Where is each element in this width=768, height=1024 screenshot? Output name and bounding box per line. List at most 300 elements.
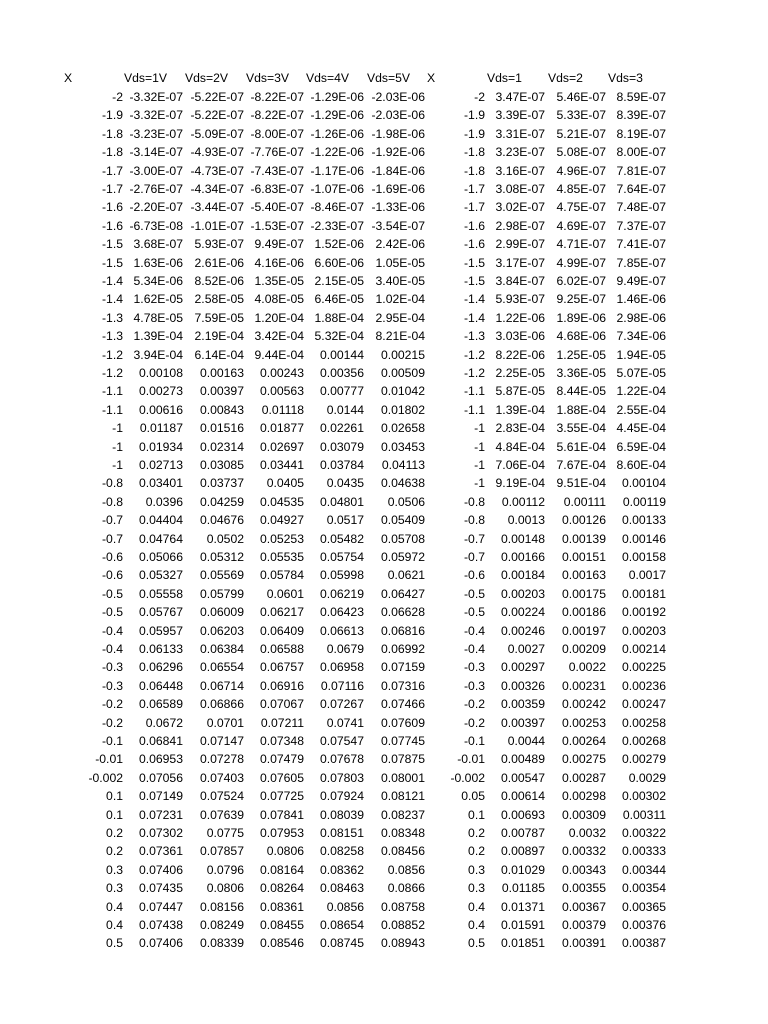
table1-data-cell: 0.00563	[259, 384, 304, 399]
table2-data-cell: 0.00787	[500, 826, 545, 840]
table2-data-cell: 7.41E-07	[616, 237, 666, 252]
table1-data-cell: 0.07857	[199, 844, 244, 859]
table2-data-cell: 0.00166	[500, 550, 545, 564]
table2-data-cell: 0.00387	[621, 936, 666, 951]
table2-data-cell: 4.99E-07	[556, 255, 606, 270]
table1-data-cell: 1.05E-05	[375, 255, 425, 270]
table2-data-cell: 0.00112	[501, 494, 545, 509]
table2-data-cell: 0.00354	[621, 881, 666, 896]
table2-data-cell: -1.6	[463, 218, 485, 233]
table1-data-cell: -3.14E-07	[129, 145, 183, 160]
table2-data-cell: 4.96E-07	[556, 163, 606, 178]
table2-data-cell: 0.0013	[507, 513, 545, 528]
table1-data-cell: 0.06296	[138, 660, 183, 675]
table2-data-cell: 0.00119	[622, 494, 666, 509]
table1-data-cell: 0.07953	[259, 826, 304, 840]
table1-data-cell: -2.76E-07	[129, 182, 183, 196]
table2-data-cell: 1.22E-04	[616, 384, 666, 399]
table1-data-cell: 0.2	[106, 844, 123, 859]
table1-data-cell: -0.6	[101, 568, 123, 583]
table2-data-cell: 0.01185	[501, 881, 545, 896]
table1-data-cell: 0.07159	[380, 660, 425, 675]
table1-data-cell: 0.0806	[266, 844, 304, 859]
table2-data-cell: -0.7	[463, 531, 485, 546]
table1-data-cell: 1.39E-04	[133, 329, 183, 344]
table2-data-cell: 3.23E-07	[495, 145, 545, 160]
table1-data-cell: 0.03441	[259, 458, 304, 472]
table2-data-cell: -0.01	[457, 752, 485, 767]
table1-data-cell: 0.0701	[206, 715, 244, 730]
table1-data-cell: 0.0775	[206, 826, 244, 840]
table1-data-cell: 0.05799	[199, 586, 244, 601]
table1-data-cell: 0.02697	[259, 439, 304, 454]
table1-data-cell: 0.0866	[387, 881, 425, 896]
table1-data-cell: 0.07116	[320, 678, 364, 693]
table2-data-cell: 0.00184	[500, 568, 545, 583]
table2-data-cell: 2.25E-05	[495, 366, 545, 380]
table1-data-cell: 0.00509	[380, 366, 425, 380]
table1-data-cell: -0.4	[101, 642, 123, 656]
table1-data-cell: -1.1	[101, 402, 123, 417]
table2-data-cell: -0.002	[450, 770, 485, 785]
table1-data-cell: 0.06958	[319, 660, 364, 675]
table1-data-cell: -2.20E-07	[129, 200, 183, 215]
table2-data-cell: 0.00268	[621, 734, 666, 748]
table2-data-cell: 0.00397	[500, 715, 545, 730]
table1-data-cell: 0.05957	[138, 623, 183, 638]
table1-data-cell: -0.2	[101, 715, 123, 730]
table1-data-cell: -7.43E-07	[250, 163, 304, 178]
table2-data-cell: -0.2	[463, 697, 485, 712]
table1-data-cell: -0.8	[101, 476, 123, 491]
table1-data-cell: -5.09E-07	[190, 126, 244, 141]
table2-data-cell: 0.00151	[561, 550, 606, 564]
table1-data-cell: 0.05312	[199, 550, 244, 564]
table1-data-cell: -1.4	[101, 292, 123, 307]
table2-data-cell: 0.00111	[563, 494, 606, 509]
table1-data-cell: 0.06953	[138, 752, 183, 767]
table2-data-cell: -1.4	[463, 310, 485, 325]
table1-data-cell: 9.49E-07	[254, 237, 304, 252]
table2-data-cell: 6.02E-07	[556, 274, 606, 288]
table2-data-cell: 0.00158	[621, 550, 666, 564]
table1-data-cell: -5.22E-07	[190, 108, 244, 123]
table1-data-cell: 0.08758	[380, 899, 425, 914]
table2-data-cell: 0.00333	[621, 844, 666, 859]
table1-data-cell: -1.69E-06	[371, 182, 425, 196]
table1-data-cell: 0.01118	[261, 402, 304, 417]
table1-data-cell: -2.33E-07	[310, 218, 364, 233]
table1-data-cell: 0.1	[106, 807, 123, 822]
table1-data-cell: 0.05767	[138, 605, 183, 620]
table2-data-cell: 0.00247	[621, 697, 666, 712]
table1-data-cell: 0.02658	[380, 421, 425, 436]
table1-data-cell: -1.53E-07	[250, 218, 304, 233]
table1-data-cell: -1.6	[101, 200, 123, 215]
table1-data-cell: -3.00E-07	[129, 163, 183, 178]
table1-data-cell: 0.07466	[380, 697, 425, 712]
table2-data-cell: 7.06E-04	[495, 458, 545, 472]
table1-data-cell: 0.02261	[319, 421, 364, 436]
table2-data-cell: 8.39E-07	[616, 108, 666, 123]
table1-data-cell: 0.00777	[319, 384, 364, 399]
table2-data-cell: 0.4	[468, 899, 485, 914]
table2-data-cell: -0.1	[463, 734, 485, 748]
table1-data-cell: -3.32E-07	[129, 90, 183, 104]
table1-data-cell: 0.08463	[319, 881, 364, 896]
table2-data-cell: 0.00298	[561, 789, 606, 804]
table1-data-cell: -1.7	[101, 182, 123, 196]
table1-data-cell: 0.00144	[319, 347, 364, 362]
table1-data-cell: 0.0806	[206, 881, 244, 896]
table2-data-cell: -0.8	[463, 494, 485, 509]
table2-data-cell: -1.2	[463, 347, 485, 362]
table1-data-cell: 4.78E-05	[133, 310, 183, 325]
table1-data-cell: -0.5	[101, 586, 123, 601]
table1-data-cell: 0.07403	[199, 770, 244, 785]
table2-data-cell: 0.0027	[507, 642, 545, 656]
table2-data-cell: 2.99E-07	[495, 237, 545, 252]
table1-data-cell: 0.07406	[138, 936, 183, 951]
table1-data-cell: 0.05482	[319, 531, 364, 546]
table2-data-cell: 4.45E-04	[616, 421, 666, 436]
table1-data-cell: 0.05409	[380, 513, 425, 528]
table1-data-cell: 0.0502	[206, 531, 244, 546]
table1-data-cell: 0.05998	[319, 568, 364, 583]
table2-data-cell: 0.00181	[621, 586, 666, 601]
table1-data-cell: -1.07E-06	[310, 182, 364, 196]
table1-data-cell: 0.07725	[259, 789, 304, 804]
table1-data-cell: -0.7	[101, 531, 123, 546]
table2-data-cell: 9.51E-04	[556, 476, 606, 491]
table1-data-cell: 0.0796	[206, 862, 244, 877]
table2-data-cell: 2.98E-06	[616, 310, 666, 325]
table1-data-cell: 0.07231	[138, 807, 183, 822]
table2-data-cell: 5.08E-07	[556, 145, 606, 160]
table1-data-cell: 0.01934	[138, 439, 183, 454]
table2-data-cell: 0.00322	[621, 826, 666, 840]
table2-data-cell: 0.2	[468, 844, 485, 859]
table2-data-cell: 0.00197	[561, 623, 606, 638]
table2-data-cell: 4.71E-07	[556, 237, 606, 252]
table1-header-cell: Vds=2V	[185, 71, 229, 85]
table1-data-cell: 0.08348	[380, 826, 425, 840]
table1-data-cell: 0.07479	[259, 752, 304, 767]
table2-data-cell: 0.1	[468, 807, 485, 822]
table1-data-cell: -1.3	[101, 310, 123, 325]
table2-data-cell: 2.83E-04	[495, 421, 545, 436]
table2-data-cell: 0.2	[468, 826, 485, 840]
table1-data-cell: -5.40E-07	[250, 200, 304, 215]
table1-data-cell: 0.04535	[259, 494, 304, 509]
table1-data-cell: 0.06217	[259, 605, 304, 620]
table2-data-cell: 0.00258	[621, 715, 666, 730]
table1-data-cell: 0.2	[106, 826, 123, 840]
table1-data-cell: 0.07147	[199, 734, 244, 748]
table1-data-cell: 0.0396	[145, 494, 183, 509]
table1-data-cell: 0.06427	[380, 586, 425, 601]
table2-data-cell: -0.8	[463, 513, 485, 528]
table2-data-cell: 7.67E-04	[556, 458, 606, 472]
table1-data-cell: 0.08546	[259, 936, 304, 951]
table2-data-cell: 0.00133	[621, 513, 666, 528]
table2-data-cell: 0.00246	[500, 623, 545, 638]
table1-data-cell: 3.68E-07	[133, 237, 183, 252]
table1-data-cell: -8.46E-07	[310, 200, 364, 215]
table1-data-cell: 0.08852	[380, 918, 425, 932]
table1-data-cell: -3.23E-07	[129, 126, 183, 141]
table1-header-cell: Vds=5V	[367, 71, 411, 85]
table1-data-cell: 1.35E-05	[254, 274, 304, 288]
table1-data-cell: 0.3	[106, 862, 123, 877]
table1-data-cell: 0.07924	[319, 789, 364, 804]
table2-data-cell: 0.00231	[561, 678, 606, 693]
table1-data-cell: 0.06554	[199, 660, 244, 675]
table2-data-cell: -0.7	[463, 550, 485, 564]
table2-data-cell: 0.0032	[568, 826, 606, 840]
table2-data-cell: 0.00279	[621, 752, 666, 767]
table2-data-cell: 7.48E-07	[616, 200, 666, 215]
table1-data-cell: 0.05972	[380, 550, 425, 564]
table1-data-cell: 1.20E-04	[254, 310, 304, 325]
table1-data-cell: 0.08362	[319, 862, 364, 877]
table2-data-cell: 1.89E-06	[556, 310, 606, 325]
table2-data-cell: 5.21E-07	[556, 126, 606, 141]
table1-data-cell: 0.07547	[319, 734, 364, 748]
table1-data-cell: 0.06423	[319, 605, 364, 620]
table1-data-cell: 0.07639	[199, 807, 244, 822]
table1-data-cell: 0.02713	[138, 458, 183, 472]
table1-data-cell: 0.07678	[319, 752, 364, 767]
table1-data-cell: -1.5	[101, 237, 123, 252]
table2-data-cell: 0.00309	[561, 807, 606, 822]
table1-data-cell: 0.07056	[138, 770, 183, 785]
table1-data-cell: 0.03401	[138, 476, 183, 491]
table2-data-cell: 7.81E-07	[616, 163, 666, 178]
table1-data-cell: 9.44E-04	[254, 347, 304, 362]
table2-data-cell: -1.2	[463, 366, 485, 380]
table1-data-cell: 0.05754	[319, 550, 364, 564]
table1-data-cell: -1	[112, 421, 123, 436]
table2-data-cell: 0.00897	[500, 844, 545, 859]
table1-data-cell: 0.08361	[259, 899, 304, 914]
table2-data-cell: 0.00253	[561, 715, 606, 730]
table1-data-cell: 0.08455	[259, 918, 304, 932]
table1-data-cell: 0.0679	[326, 642, 364, 656]
table1-data-cell: -0.2	[101, 697, 123, 712]
table1-data-cell: 0.03453	[380, 439, 425, 454]
table1-data-cell: 0.08745	[319, 936, 364, 951]
table1-data-cell: 0.04259	[199, 494, 244, 509]
table1-data-cell: 2.95E-04	[375, 310, 425, 325]
table2-data-cell: -0.4	[463, 642, 485, 656]
table1-data-cell: 0.01042	[380, 384, 425, 399]
table1-data-cell: 0.05535	[259, 550, 304, 564]
table1-data-cell: 0.04638	[380, 476, 425, 491]
table1-data-cell: -1.2	[101, 347, 123, 362]
table2-data-cell: -0.5	[463, 586, 485, 601]
table1-data-cell: 3.40E-05	[375, 274, 425, 288]
table2-data-cell: 7.85E-07	[616, 255, 666, 270]
table1-data-cell: -5.22E-07	[190, 90, 244, 104]
table1-data-cell: 0.03085	[199, 458, 244, 472]
table2-data-cell: 0.00104	[621, 476, 666, 491]
table1-data-cell: 0.08654	[319, 918, 364, 932]
table2-data-cell: -1.1	[463, 402, 485, 417]
table1-data-cell: 0.3	[106, 881, 123, 896]
table2-data-cell: 1.25E-05	[556, 347, 606, 362]
table1-data-cell: 1.62E-05	[133, 292, 183, 307]
table2-data-cell: -0.3	[463, 678, 485, 693]
table1-data-cell: -1.2	[101, 366, 123, 380]
table2-data-cell: 5.93E-07	[495, 292, 545, 307]
table2-data-cell: 0.00139	[561, 531, 606, 546]
table1-data-cell: -1.22E-06	[310, 145, 364, 160]
table1-data-cell: 0.07278	[199, 752, 244, 767]
table1-data-cell: 0.06133	[138, 642, 183, 656]
table1-data-cell: 2.58E-05	[194, 292, 244, 307]
table1-data-cell: -6.73E-08	[129, 218, 183, 233]
table1-data-cell: -2.03E-06	[371, 108, 425, 123]
table1-data-cell: 0.0856	[326, 899, 364, 914]
table2-header-cell: X	[427, 71, 436, 85]
table1-data-cell: 0.08039	[319, 807, 364, 822]
table1-data-cell: 0.08151	[319, 826, 364, 840]
table1-data-cell: 0.08264	[259, 881, 304, 896]
table2-data-cell: 8.60E-04	[616, 458, 666, 472]
table1-data-cell: -1.01E-07	[190, 218, 244, 233]
table1-data-cell: 5.32E-04	[314, 329, 364, 344]
table1-data-cell: 0.00215	[380, 347, 425, 362]
table1-data-cell: 0.0144	[326, 402, 364, 417]
table1-data-cell: 0.08237	[380, 807, 425, 822]
table2-data-cell: 0.00367	[561, 899, 606, 914]
table1-data-cell: -4.34E-07	[190, 182, 244, 196]
table1-data-cell: -8.00E-07	[250, 126, 304, 141]
table2-data-cell: 8.59E-07	[616, 90, 666, 104]
table2-data-cell: -0.2	[463, 715, 485, 730]
table2-data-cell: -1.9	[463, 108, 485, 123]
table1-data-cell: 0.0435	[326, 476, 364, 491]
table2-data-cell: 0.01851	[500, 936, 545, 951]
table1-data-cell: 0.07361	[138, 844, 183, 859]
table1-data-cell: 0.03079	[319, 439, 364, 454]
table1-data-cell: 1.52E-06	[314, 237, 364, 252]
table2-data-cell: 3.02E-07	[495, 200, 545, 215]
table2-data-cell: 0.00355	[561, 881, 606, 896]
table1-data-cell: 2.61E-06	[194, 255, 244, 270]
table1-data-cell: 0.01802	[380, 402, 425, 417]
table2-data-cell: 4.69E-07	[556, 218, 606, 233]
table1-data-cell: -0.1	[101, 734, 123, 748]
table2-data-cell: 5.07E-05	[616, 366, 666, 380]
table1-data-cell: -2	[112, 90, 123, 104]
table2-data-cell: 0.00163	[561, 568, 606, 583]
table2-data-cell: 0.00379	[561, 918, 606, 932]
table2-data-cell: -1.9	[463, 126, 485, 141]
table1-data-cell: 0.04927	[259, 513, 304, 528]
table2-data-cell: 9.19E-04	[495, 476, 545, 491]
table2-data-cell: 4.68E-06	[556, 329, 606, 344]
table2-data-cell: 8.22E-06	[495, 347, 545, 362]
table1-data-cell: 0.07302	[138, 826, 183, 840]
table1-data-cell: -3.44E-07	[190, 200, 244, 215]
table2-data-cell: 2.55E-04	[616, 402, 666, 417]
table2-data-cell: -0.3	[463, 660, 485, 675]
table2-data-cell: 0.00343	[561, 862, 606, 877]
table1-data-cell: -0.01	[95, 752, 123, 767]
table1-data-cell: 0.04676	[199, 513, 244, 528]
table2-data-cell: -1.6	[463, 237, 485, 252]
table1-data-cell: 0.03737	[199, 476, 244, 491]
table1-data-cell: -0.6	[101, 550, 123, 564]
table1-data-cell: -8.22E-07	[250, 90, 304, 104]
table2-data-cell: -0.6	[463, 568, 485, 583]
table2-data-cell: 5.46E-07	[556, 90, 606, 104]
table2-data-cell: 0.00214	[621, 642, 666, 656]
table2-data-cell: 0.00192	[621, 605, 666, 620]
table1-data-cell: 0.08943	[380, 936, 425, 951]
table1-data-cell: -1.92E-06	[371, 145, 425, 160]
table2-data-cell: 3.55E-04	[556, 421, 606, 436]
table1-data-cell: -1.3	[101, 329, 123, 344]
table1-data-cell: 0.05253	[259, 531, 304, 546]
table1-data-cell: -1.8	[101, 145, 123, 160]
table2-data-cell: 0.0029	[628, 770, 666, 785]
table1-data-cell: 6.14E-04	[194, 347, 244, 362]
table2-data-cell: 0.01591	[500, 918, 545, 932]
table2-data-cell: 0.00287	[561, 770, 606, 785]
table2-data-cell: 0.00302	[621, 789, 666, 804]
table2-header-cell: Vds=3	[608, 71, 643, 85]
table1-data-cell: -1	[112, 458, 123, 472]
table1-data-cell: -0.7	[101, 513, 123, 528]
table1-data-cell: 0.00616	[138, 402, 183, 417]
table2-header-cell: Vds=1	[487, 71, 522, 85]
table1-data-cell: 0.0741	[326, 715, 364, 730]
table2-data-cell: 3.08E-07	[495, 182, 545, 196]
table2-data-cell: 3.31E-07	[495, 126, 545, 141]
table1-data-cell: -1.17E-06	[310, 163, 364, 178]
table1-data-cell: 0.06916	[259, 678, 304, 693]
table1-data-cell: 0.08249	[199, 918, 244, 932]
table1-header-cell: Vds=3V	[246, 71, 290, 85]
table1-data-cell: 0.06384	[199, 642, 244, 656]
table1-data-cell: 0.08156	[199, 899, 244, 914]
table1-data-cell: 4.16E-06	[254, 255, 304, 270]
table2-data-cell: 0.01029	[500, 862, 545, 877]
table1-data-cell: 0.05569	[199, 568, 244, 583]
table1-data-cell: 5.93E-07	[194, 237, 244, 252]
table1-data-cell: -1.6	[101, 218, 123, 233]
table2-data-cell: -1.7	[463, 200, 485, 215]
table2-data-cell: -1.5	[463, 255, 485, 270]
table1-data-cell: 0.06219	[319, 586, 364, 601]
table2-data-cell: 0.00693	[500, 807, 545, 822]
table1-data-cell: 0.00243	[259, 366, 304, 380]
table2-data-cell: 0.00225	[621, 660, 666, 675]
table1-data-cell: 0.03784	[319, 458, 364, 472]
table2-data-cell: 1.39E-04	[495, 402, 545, 417]
table2-data-cell: -1.5	[463, 274, 485, 288]
table2-data-cell: 0.00365	[621, 899, 666, 914]
table1-header-cell: Vds=4V	[306, 71, 350, 85]
table1-data-cell: 2.42E-06	[375, 237, 425, 252]
table2-data-cell: 0.00148	[500, 531, 545, 546]
table2-data-cell: 0.0017	[628, 568, 666, 583]
table1-data-cell: 0.06613	[319, 623, 364, 638]
table1-data-cell: -1.84E-06	[371, 163, 425, 178]
